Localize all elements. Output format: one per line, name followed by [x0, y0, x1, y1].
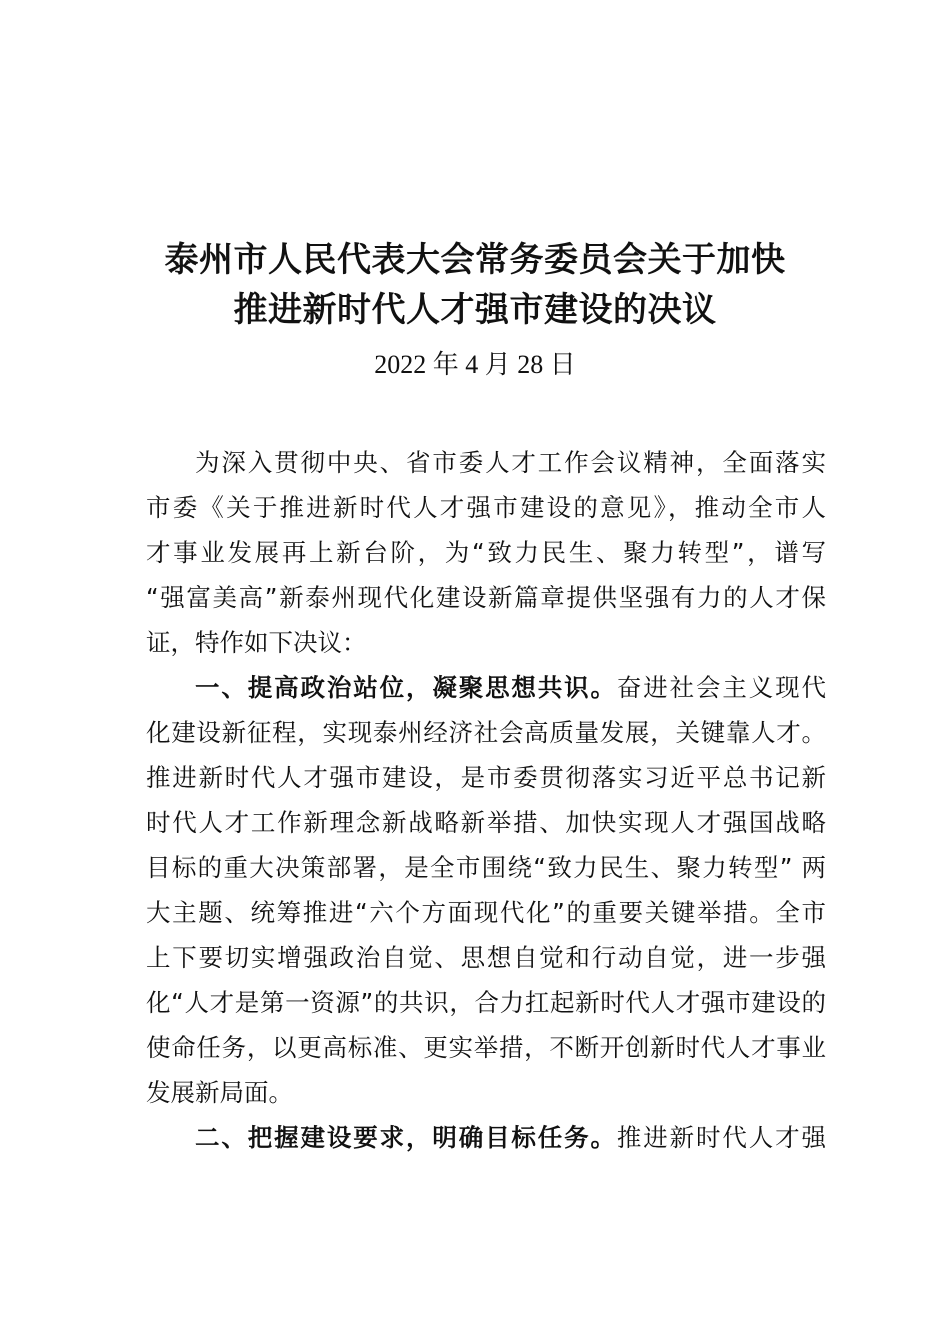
section1-line: 大主题、统筹推进“六个方面现代化”的重要关键举措。全市	[146, 898, 826, 927]
section1-heading: 一、提高政治站位，凝聚思想共识。	[195, 673, 617, 702]
section1-line: 发展新局面。	[146, 1078, 293, 1107]
section2-first-line	[146, 1115, 826, 1160]
document-date: 2022 年 4 月 28 日	[374, 350, 576, 379]
section2-heading: 二、把握建设要求，明确目标任务。	[195, 1123, 617, 1152]
section1-line: 目标的重大决策部署，是全市围绕“致力民生、聚力转型” 两	[146, 853, 826, 882]
intro-line: 证，特作如下决议：	[146, 628, 367, 657]
intro-line: 才事业发展再上新台阶，为“致力民生、聚力转型”，谱写	[146, 538, 826, 567]
section1-line: 时代人才工作新理念新战略新举措、加快实现人才强国战略	[146, 808, 826, 837]
intro-line: 为深入贯彻中央、省市委人才工作会议精神，全面落实	[195, 448, 826, 477]
section1-line: 上下要切实增强政治自觉、思想自觉和行动自觉，进一步强	[146, 943, 826, 972]
section1-first-line	[146, 665, 826, 710]
section2-first-line-text: 推进新时代人才强	[616, 1123, 826, 1152]
section1-first-line-text: 奋进社会主义现代	[616, 673, 826, 702]
intro-line: 市委《关于推进新时代人才强市建设的意见》，推动全市人	[146, 493, 826, 522]
document-body	[146, 440, 826, 1160]
intro-line: “强富美高”新泰州现代化建设新篇章提供坚强有力的人才保	[146, 583, 826, 612]
section1-line: 使命任务，以更高标准、更实举措，不断开创新时代人才事业	[146, 1033, 826, 1062]
section1-line: 化“人才是第一资源”的共识，合力扛起新时代人才强市建设的	[146, 988, 826, 1017]
section1-line: 化建设新征程，实现泰州经济社会高质量发展，关键靠人才。	[146, 718, 826, 747]
document-title-line-2: 推进新时代人才强市建设的决议	[233, 290, 717, 330]
section1-line: 推进新时代人才强市建设，是市委贯彻落实习近平总书记新	[146, 763, 826, 792]
document-title-line-1: 泰州市人民代表大会常务委员会关于加快	[164, 240, 786, 280]
